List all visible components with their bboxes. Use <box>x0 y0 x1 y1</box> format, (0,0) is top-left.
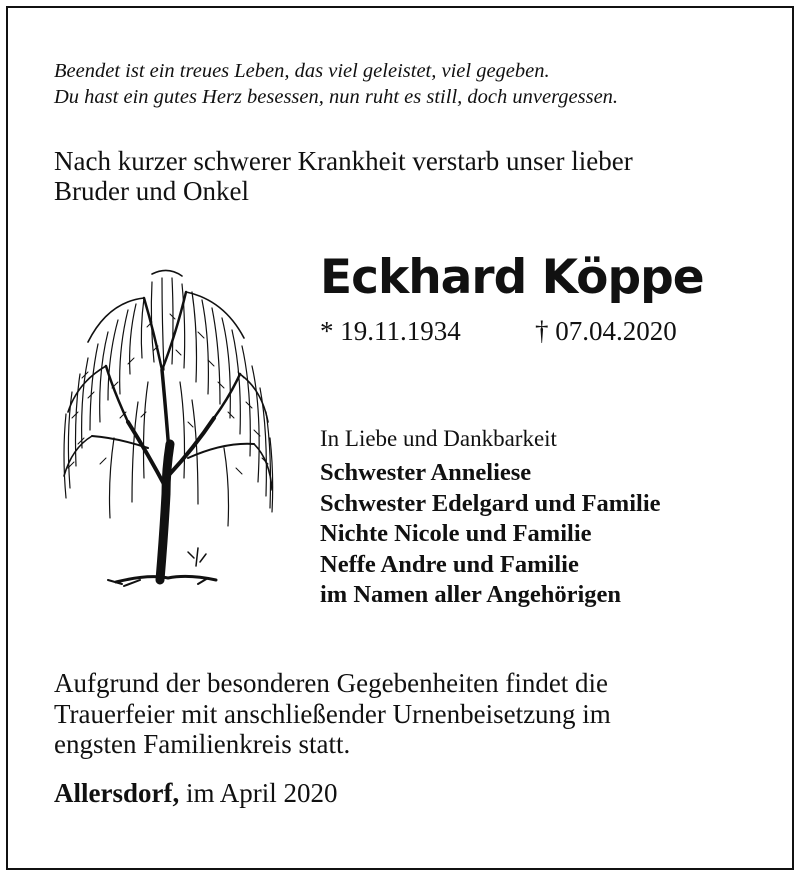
mourner-name: Neffe Andre und Familie <box>320 550 579 578</box>
notice-line: Aufgrund der besonderen Gegebenheiten findet die <box>54 668 609 698</box>
birth-date: * 19.11.1934 <box>320 316 461 346</box>
death-date: † 07.04.2020 <box>535 316 677 346</box>
weeping-willow-icon <box>48 262 278 598</box>
intro-line: Bruder und Onkel <box>54 176 249 206</box>
death-announcement <box>54 146 633 206</box>
place-date: im April 2020 <box>185 778 338 808</box>
memorial-poem <box>54 58 618 110</box>
intro-line: Nach kurzer schwerer Krankheit verstarb unser lieber <box>54 146 633 176</box>
mourner-name: im Namen aller Angehörigen <box>320 581 622 608</box>
mourner-name: Schwester Anneliese <box>320 459 532 486</box>
mourner-name: Nichte Nicole und Familie <box>320 520 592 547</box>
deceased-name: Eckhard Köppe <box>320 250 704 305</box>
mourner-name: Schwester Edelgard und Familie <box>320 489 661 517</box>
place-town: Allersdorf, <box>54 778 180 808</box>
mourners-list <box>320 458 661 611</box>
poem-line: Beendet ist ein treues Leben, das viel geleistet, viel gegeben. <box>54 60 550 82</box>
notice-line: engsten Familienkreis statt. <box>54 729 351 759</box>
place-and-date <box>54 776 337 810</box>
mourners-intro: In Liebe und Dankbarkeit <box>320 426 557 451</box>
notice-line: Trauerfeier mit anschließender Urnenbeisetzung im <box>54 698 611 729</box>
poem-line: Du hast ein gutes Herz besessen, nun ruht es still, doch unvergessen. <box>54 86 619 108</box>
funeral-notice <box>54 668 611 760</box>
